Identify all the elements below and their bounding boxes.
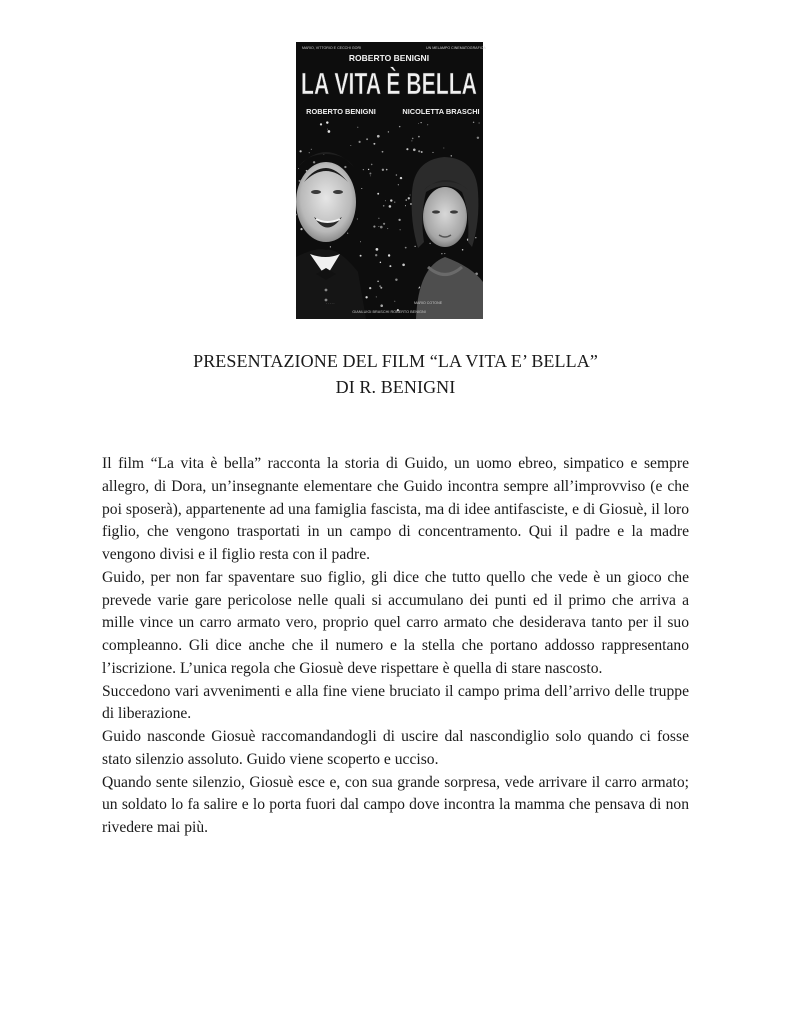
- poster-artwork: [296, 42, 486, 319]
- poster-title: LA VITA È BELLA: [301, 66, 477, 101]
- paragraph: Quando sente silenzio, Giosuè esce e, con sua grande sorpresa, vede arrivare il carro armato; un soldato lo fa salire e lo porta fuori dal campo dove incontra la mamma che pensava di non rivedere mai più.: [102, 773, 689, 836]
- poster-cast-left: ROBERTO BENIGNI: [306, 107, 376, 116]
- svg-text:. . . . .: . . . . .: [326, 301, 335, 305]
- document-body: [102, 453, 689, 840]
- poster-bottom-credit-1: MARIO COTONE: [414, 301, 443, 305]
- document-title: PRESENTAZIONE DEL FILM “LA VITA E’ BELLA”: [193, 351, 598, 371]
- poster-top-credit-right: UN MELAMPO CINEMATOGRAFICA: [426, 46, 486, 50]
- document-subtitle: DI R. BENIGNI: [335, 377, 456, 397]
- paragraph: Succedono vari avvenimenti e alla fine viene bruciato il campo prima dell’arrivo delle truppe di liberazione.: [102, 682, 689, 723]
- paragraph: Il film “La vita è bella” racconta la storia di Guido, un uomo ebreo, simpatico e sempre allegro, di Dora, un’insegnante elementare che Guido incontra sempre all’improvviso (e che poi sposerà), appartenente ad una famiglia fascista, ma di idee antifasciste, e di Giosuè, il loro figlio, che vengono trasportati in un campo di concentramento. Qui il padre e la madre vengono divisi e il figlio resta con il padre.: [102, 455, 689, 563]
- poster-bottom-credit-2: GIANLUIGI BRASCHI ROBERTO BENIGNI: [352, 310, 426, 314]
- poster-top-credit-left: MARIO, VITTORIO E CECCHI GORI: [302, 46, 362, 50]
- movie-poster: [296, 42, 486, 319]
- poster-top-name: ROBERTO BENIGNI: [348, 53, 430, 63]
- poster-cast-right: NICOLETTA BRASCHI: [402, 107, 480, 116]
- paragraph: Guido nasconde Giosuè raccomandandogli di uscire dal nascondiglio solo quando ci fosse stato silenzio assoluto. Guido viene scoperto e ucciso.: [102, 728, 689, 768]
- actress-portrait: [412, 157, 483, 319]
- paragraph: Guido, per non far spaventare suo figlio, gli dice che tutto quello che vede è un gioco che prevede varie gare pericolose nelle quali si accumulano dei punti ed il primo che arriva a mille vince un carro armato vero, proprio quel carro armato che desiderava tanto per il suo compleanno. Gli dice anche che il numero e la stella che portano addosso rappresentano l’iscrizione. L’unica regola che Giosuè deve rispettare è quella di stare nascosto.: [102, 568, 689, 677]
